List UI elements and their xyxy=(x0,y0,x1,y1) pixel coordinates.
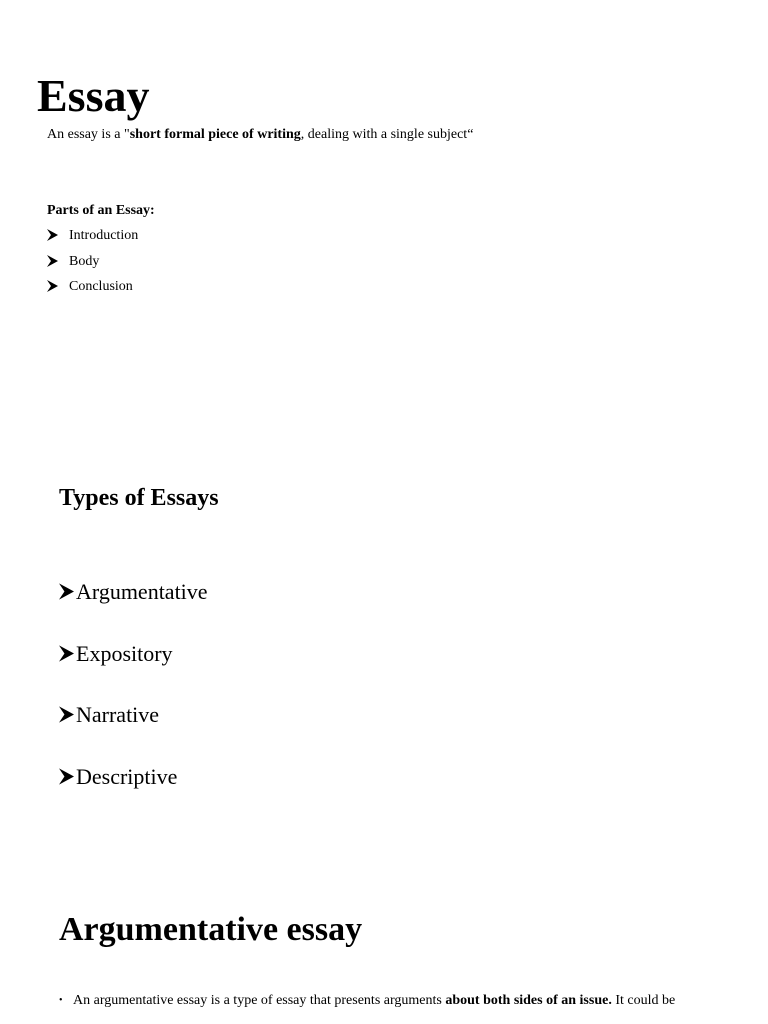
intro-prefix: An essay is a " xyxy=(47,127,130,142)
parts-item-label: Body xyxy=(69,253,100,269)
list-item xyxy=(47,252,138,278)
parts-item-label: Introduction xyxy=(69,228,139,243)
types-item-label: Narrative xyxy=(76,702,160,728)
argumentative-heading: Argumentative essay xyxy=(59,911,363,948)
arrowhead-bullet-icon xyxy=(59,700,76,731)
arrowhead-bullet-icon xyxy=(47,226,69,248)
page-title: Essay xyxy=(37,70,150,121)
types-item-label: Argumentative xyxy=(76,579,208,604)
parts-heading: Parts of an Essay: xyxy=(47,203,155,218)
arrowhead-bullet-icon xyxy=(47,252,69,274)
list-item xyxy=(59,639,208,701)
argumentative-paragraph xyxy=(59,990,719,1012)
paragraph-bullet: • xyxy=(59,995,63,1006)
intro-bold-phrase: short formal piece of writing xyxy=(129,127,301,142)
arrowhead-bullet-icon xyxy=(59,577,76,608)
intro-definition xyxy=(47,125,473,145)
argumentative-text xyxy=(73,990,675,1012)
list-item xyxy=(59,762,208,824)
list-item xyxy=(59,577,208,639)
parts-list xyxy=(47,226,138,303)
arrowhead-bullet-icon xyxy=(59,762,76,793)
arrowhead-bullet-icon xyxy=(47,277,69,299)
list-item xyxy=(59,700,208,762)
arrowhead-bullet-icon xyxy=(59,639,76,670)
parts-item-label: Conclusion xyxy=(69,279,133,294)
types-list xyxy=(59,577,208,824)
arg-text-suffix: It could be xyxy=(611,993,676,1008)
types-heading: Types of Essays xyxy=(59,485,219,511)
types-item-label: Descriptive xyxy=(76,764,178,790)
list-item xyxy=(47,277,138,303)
list-item xyxy=(47,226,138,252)
intro-suffix: , dealing with a single subject“ xyxy=(300,127,474,142)
arg-text-prefix: An argumentative essay is a type of essay that presents arguments xyxy=(73,993,446,1008)
types-item-label: Expository xyxy=(76,640,173,666)
arg-text-bold: about both sides of an issue. xyxy=(445,993,612,1008)
